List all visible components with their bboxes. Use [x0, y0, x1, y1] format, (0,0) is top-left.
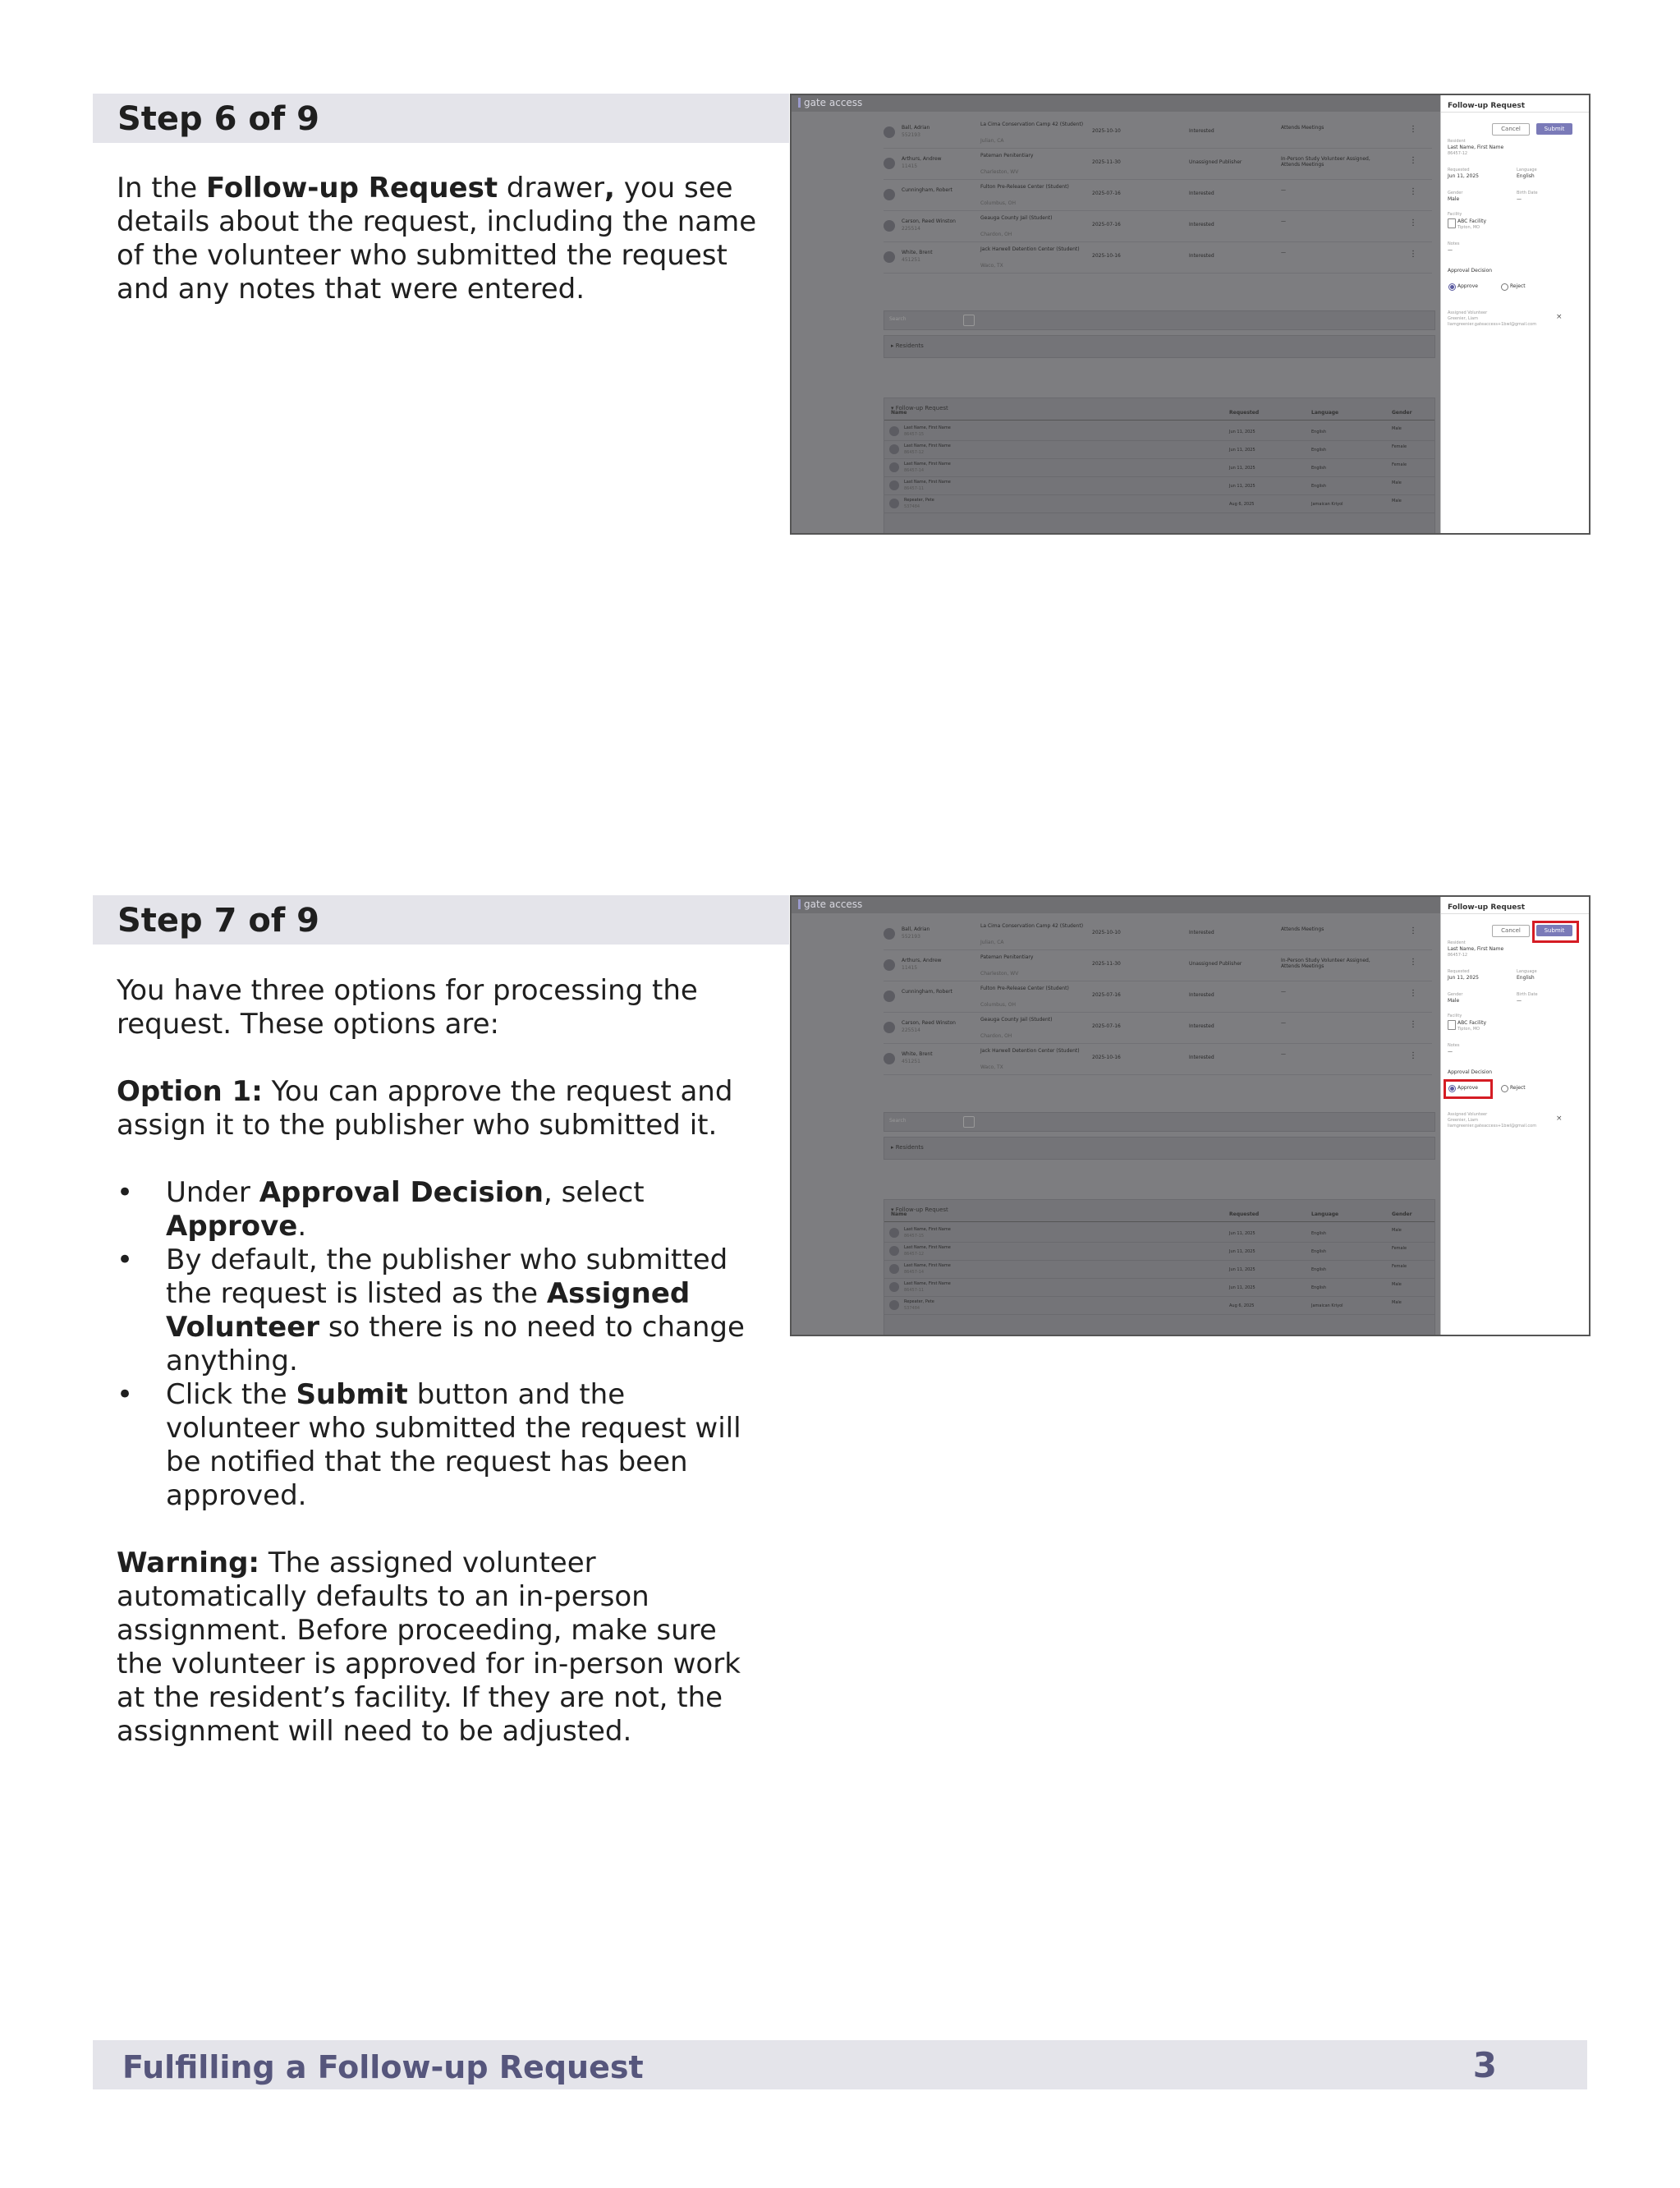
facility-city: Tipton, MO — [1457, 225, 1480, 230]
text: , — [604, 172, 615, 205]
gender: Female — [1392, 1246, 1407, 1251]
resident-name: Carson, Reed Winston — [902, 1020, 956, 1026]
clear-icon[interactable]: × — [1556, 313, 1563, 321]
resident-id: 537484 — [904, 504, 920, 509]
resident-name: Repeater, Pete — [904, 1299, 934, 1304]
language-label: Language — [1517, 168, 1537, 172]
notes-value: — — [1448, 247, 1453, 253]
activity: — — [1281, 187, 1286, 193]
app-header — [792, 95, 1440, 112]
table-row[interactable] — [884, 1243, 1434, 1261]
text: In the — [117, 172, 206, 205]
step-7-title: Step 7 of 9 — [117, 902, 320, 940]
submit-highlight — [1532, 921, 1579, 943]
requested-date: Jun 11, 2025 — [1229, 484, 1255, 489]
column-header: Requested — [1229, 1211, 1260, 1217]
footer-title: Fulfilling a Follow-up Request — [122, 2049, 644, 2085]
facility-city: Julian, CA — [980, 138, 1004, 144]
followup-label: Follow-up Request — [895, 1207, 948, 1213]
assigned-volunteer-email: liamgreenier.gateaccess+1bwl@gmail.com — [1448, 1124, 1537, 1128]
facility-name: Fulton Pre-Release Center (Student) — [980, 986, 1069, 991]
resident-id: 552193 — [902, 934, 920, 940]
avatar-icon — [889, 1246, 899, 1256]
facility-city: Charleston, WV — [980, 169, 1019, 175]
facility-city: Chardon, OH — [980, 232, 1012, 237]
more-icon[interactable]: ⋮ — [1409, 187, 1417, 196]
column-header: Gender — [1392, 410, 1412, 416]
facility-city: Waco, TX — [980, 1064, 1003, 1070]
drawer-title: Follow-up Request — [1448, 903, 1525, 912]
search-icon[interactable] — [963, 315, 975, 326]
reject-radio[interactable] — [1501, 283, 1508, 291]
resident-id: 86457-11 — [904, 486, 925, 491]
more-icon[interactable]: ⋮ — [1409, 958, 1417, 967]
search-bar — [884, 1112, 1435, 1132]
more-icon[interactable]: ⋮ — [1409, 1020, 1417, 1029]
activity: — — [1281, 1020, 1286, 1026]
language: English — [1311, 448, 1327, 453]
approve-highlight — [1444, 1079, 1493, 1099]
resident-id: 86457-12 — [904, 450, 925, 455]
gate-access-logo: gate access — [798, 899, 862, 910]
drawer-name: Follow-up Request — [206, 172, 498, 205]
resident-name: Carson, Reed Winston — [902, 218, 956, 224]
facility-name: Geauga County Jail (Student) — [980, 1017, 1053, 1023]
resident-name: Last Name, First Name — [904, 425, 951, 430]
resident-id: 86457-14 — [904, 1270, 925, 1275]
avatar-icon — [889, 1282, 899, 1292]
resident-name: Last Name, First Name — [904, 462, 951, 467]
resident-id: 86457-15 — [904, 1234, 925, 1239]
activity: In-Person Study Volunteer Assigned, Attends Meetings — [1281, 958, 1370, 969]
page-footer — [93, 2040, 1587, 2089]
activity: — — [1281, 1051, 1286, 1057]
request-status: Interested — [1189, 253, 1214, 259]
gender: Male — [1392, 499, 1402, 503]
resident-name: Arthurs, Andrew — [902, 958, 942, 963]
avatar-icon — [889, 462, 899, 472]
request-status: Unassigned Publisher — [1189, 159, 1242, 165]
resident-id: 86457-12 — [1448, 151, 1468, 156]
facility-name: Fulton Pre-Release Center (Student) — [980, 184, 1069, 190]
approve-label: Approve — [1457, 283, 1478, 289]
residents-label: Residents — [895, 342, 924, 349]
avatar-icon — [884, 251, 895, 263]
assigned-volunteer-label: Assigned Volunteer — [1448, 310, 1488, 315]
followup-drawer — [1440, 897, 1590, 1335]
table-row[interactable] — [884, 118, 1432, 149]
avatar-icon — [889, 499, 899, 508]
list-item: • Under Approval Decision, select Approve. — [117, 1176, 757, 1243]
avatar-icon — [884, 928, 895, 940]
column-header: Language — [1311, 1211, 1339, 1217]
gender: Female — [1392, 462, 1407, 467]
table-row[interactable] — [884, 495, 1434, 513]
table-row[interactable] — [884, 181, 1432, 211]
app-background — [792, 95, 1440, 533]
resident-name: Last Name, First Name — [904, 480, 951, 485]
step-6-description — [117, 172, 757, 306]
resident-name: White, Brent — [902, 1051, 933, 1057]
requested-date: Jun 11, 2025 — [1229, 448, 1255, 453]
assigned-volunteer-label: Assigned Volunteer — [1448, 1112, 1488, 1117]
resident-name: Ball, Adrian — [902, 125, 930, 131]
birth-date-value: — — [1517, 998, 1522, 1004]
option-1-text: You can approve the request and assign it to the publisher who submitted it. — [117, 1075, 733, 1142]
resident-name: Cunningham, Robert — [902, 187, 952, 193]
request-status: Interested — [1189, 222, 1214, 228]
resident-id: 552193 — [902, 132, 920, 138]
search-icon[interactable] — [963, 1116, 975, 1128]
resident-id: 86457-11 — [904, 1288, 925, 1293]
requested-date: Jun 11, 2025 — [1229, 1267, 1255, 1272]
birth-date-value: — — [1517, 196, 1522, 202]
resident-id: 225514 — [902, 1027, 920, 1033]
facility-city: Columbus, OH — [980, 1002, 1016, 1008]
facility-name: Jack Harwell Detention Center (Student) — [980, 1048, 1080, 1054]
cancel-button[interactable]: Cancel — [1492, 925, 1530, 937]
warning-text: The assigned volunteer automatically defaults to an in-person assignment. Before proceeding, make sure the volunteer is approved for in-person work at the resident’s facility. If they are not, the assignment will need to be adjusted. — [117, 1547, 741, 1748]
request-status: Interested — [1189, 930, 1214, 935]
birth-date-label: Birth Date — [1517, 992, 1538, 997]
activity: Attends Meetings — [1281, 926, 1324, 932]
table-row[interactable] — [884, 1225, 1434, 1243]
resident-value: Last Name, First Name — [1448, 946, 1504, 952]
avatar-icon — [884, 126, 895, 138]
residents-section[interactable]: ▸ Residents — [884, 335, 1435, 358]
app-header — [792, 897, 1440, 913]
activity: — — [1281, 250, 1286, 255]
table-row[interactable] — [884, 243, 1432, 274]
avatar-icon — [889, 1264, 899, 1274]
text: drawer — [498, 172, 605, 205]
request-date: 2025-07-16 — [1092, 222, 1121, 228]
gender: Male — [1392, 1282, 1402, 1287]
gender: Female — [1392, 444, 1407, 449]
request-date: 2025-07-16 — [1092, 992, 1121, 998]
requested-date: Jun 11, 2025 — [1229, 1231, 1255, 1236]
table-row[interactable] — [884, 1261, 1434, 1279]
gender-label: Gender — [1448, 191, 1463, 195]
resident-label: Resident — [1448, 139, 1466, 144]
resident-name: Repeater, Pete — [904, 498, 934, 503]
column-header: Requested — [1229, 410, 1260, 416]
language: Jamaican Kriyol — [1311, 502, 1343, 507]
resident-name: Arthurs, Andrew — [902, 156, 942, 162]
more-icon[interactable]: ⋮ — [1409, 250, 1417, 259]
avatar-icon — [884, 189, 895, 200]
column-header: Name — [891, 1211, 907, 1217]
language: English — [1311, 1231, 1327, 1236]
language: English — [1311, 466, 1327, 471]
gender: Male — [1392, 426, 1402, 431]
reject-radio[interactable] — [1501, 1085, 1508, 1092]
table-row[interactable] — [884, 149, 1432, 180]
language: English — [1311, 1267, 1327, 1272]
facility-name: La Cima Conservation Camp 42 (Student) — [980, 122, 1084, 127]
request-status: Interested — [1189, 1023, 1214, 1029]
submit-button[interactable]: Submit — [1536, 123, 1572, 135]
request-date: 2025-10-10 — [1092, 128, 1121, 134]
facility-name: La Cima Conservation Camp 42 (Student) — [980, 923, 1084, 929]
assigned-volunteer-email: liamgreenier.gateaccess+1bwl@gmail.com — [1448, 322, 1537, 327]
step-7-description — [117, 974, 757, 1749]
resident-id: 86457-12 — [904, 1252, 925, 1257]
residents-label: Residents — [895, 1144, 924, 1151]
step-6-title: Step 6 of 9 — [117, 100, 320, 138]
request-status: Interested — [1189, 1055, 1214, 1060]
resident-name: Last Name, First Name — [904, 1227, 951, 1232]
requested-date: Jun 11, 2025 — [1229, 1249, 1255, 1254]
resident-name: Last Name, First Name — [904, 1263, 951, 1268]
assigned-volunteer-value: Greenier, Liam — [1448, 1118, 1478, 1123]
list-item: • By default, the publisher who submitted the request is listed as the Assigned Volunteer so there is no need to change anything. — [117, 1243, 757, 1378]
followup-section: ▾ Follow-up Request Name Requested Language Gender Last Name, First Name 86457-15 Jun 11, 2025 English Male Last Name, First Name 86457-12 Jun 11, 2025 English Female Last Name, First Name 86457-14 Jun 11, 2025 English Female Last Name, First Name 86457-11 Jun 11, 2025 English Male Repeater, Pete 537484 Aug 6, 2025 Jamaican Kriyol Male — [884, 398, 1435, 535]
search-input[interactable]: Search — [889, 1118, 907, 1124]
notes-label: Notes — [1448, 241, 1460, 246]
facility-name: Geauga County Jail (Student) — [980, 215, 1053, 221]
request-status: Interested — [1189, 191, 1214, 196]
resident-name: Last Name, First Name — [904, 1281, 951, 1286]
facility-city: Tipton, MO — [1457, 1027, 1480, 1032]
language: English — [1311, 1249, 1327, 1254]
followup-label: Follow-up Request — [895, 405, 948, 411]
gate-access-logo: gate access — [798, 97, 862, 108]
avatar-icon — [884, 1022, 895, 1033]
table-row[interactable] — [884, 212, 1432, 242]
table-row[interactable] — [884, 1279, 1434, 1297]
avatar-icon — [884, 991, 895, 1002]
app-background — [792, 897, 1440, 1335]
table-row[interactable] — [884, 441, 1434, 459]
request-status: Interested — [1189, 128, 1214, 134]
avatar-icon — [889, 1228, 899, 1238]
list-item: • Click the Submit button and the volunteer who submitted the request will be notified that the request has been approved. — [117, 1378, 757, 1513]
requested-date: Aug 6, 2025 — [1229, 1303, 1255, 1308]
table-row[interactable] — [884, 1297, 1434, 1315]
followup-drawer — [1440, 95, 1590, 533]
gender-value: Male — [1448, 998, 1460, 1004]
language: English — [1311, 484, 1327, 489]
table-row[interactable] — [884, 423, 1434, 441]
language: Jamaican Kriyol — [1311, 1303, 1343, 1308]
avatar-icon — [889, 426, 899, 436]
avatar-icon — [889, 1300, 899, 1310]
request-date: 2025-11-30 — [1092, 961, 1121, 967]
table-row[interactable] — [884, 459, 1434, 477]
resident-name: Cunningham, Robert — [902, 989, 952, 995]
avatar-icon — [884, 220, 895, 232]
facility-city: Charleston, WV — [980, 971, 1019, 977]
notes-label: Notes — [1448, 1043, 1460, 1048]
gender: Male — [1392, 1228, 1402, 1233]
facility-value: ABC Facility — [1457, 1020, 1486, 1026]
activity: Attends Meetings — [1281, 125, 1324, 131]
requested-value: Jun 11, 2025 — [1448, 173, 1480, 179]
resident-id: 86457-14 — [904, 468, 925, 473]
more-icon[interactable]: ⋮ — [1409, 218, 1417, 228]
requested-label: Requested — [1448, 168, 1470, 172]
radio-dot — [1450, 285, 1454, 289]
facility-value: ABC Facility — [1457, 218, 1486, 224]
avatar-icon — [884, 959, 895, 971]
more-icon[interactable]: ⋮ — [1409, 125, 1417, 134]
reject-label: Reject — [1510, 283, 1526, 289]
more-icon[interactable]: ⋮ — [1409, 926, 1417, 935]
approve-label: Approve — [1457, 1085, 1478, 1091]
requested-date: Jun 11, 2025 — [1229, 466, 1255, 471]
step-7-intro: You have three options for processing the request. These options are: — [117, 974, 698, 1041]
facility-city: Waco, TX — [980, 263, 1003, 269]
facility-label: Facility — [1448, 1014, 1462, 1018]
more-icon[interactable]: ⋮ — [1409, 156, 1417, 165]
gender: Female — [1392, 1264, 1407, 1269]
clear-icon[interactable]: × — [1556, 1115, 1563, 1123]
request-date: 2025-10-10 — [1092, 930, 1121, 935]
option-1-label: Option 1: — [117, 1075, 263, 1108]
request-date: 2025-07-16 — [1092, 1023, 1121, 1029]
requested-label: Requested — [1448, 969, 1470, 974]
facility-name: Jack Harwell Detention Center (Student) — [980, 246, 1080, 252]
request-date: 2025-07-16 — [1092, 191, 1121, 196]
approval-decision-label: Approval Decision — [1448, 1069, 1493, 1075]
facility-name: Pateman Penitentiary — [980, 153, 1034, 159]
step-6-header — [93, 94, 789, 143]
resident-id: 451251 — [902, 257, 920, 263]
table-row[interactable] — [884, 982, 1432, 1013]
birth-date-label: Birth Date — [1517, 191, 1538, 195]
approve-radio[interactable] — [1448, 283, 1456, 291]
followup-section: ▾ Follow-up Request Name Requested Language Gender Last Name, First Name 86457-15 Jun 11, 2025 English Male Last Name, First Name 86457-12 Jun 11, 2025 English Female Last Name, First Name 86457-14 Jun 11, 2025 English Female Last Name, First Name 86457-11 Jun 11, 2025 English Male Repeater, Pete 537484 Aug 6, 2025 Jamaican Kriyol Male — [884, 1199, 1435, 1336]
column-header: Gender — [1392, 1211, 1412, 1217]
table-row[interactable] — [884, 1014, 1432, 1044]
facility-city: Julian, CA — [980, 940, 1004, 945]
requested-date: Aug 6, 2025 — [1229, 502, 1255, 507]
resident-id: 86457-12 — [1448, 953, 1468, 958]
approval-decision-label: Approval Decision — [1448, 268, 1493, 274]
resident-name: Last Name, First Name — [904, 1245, 951, 1250]
cancel-button[interactable]: Cancel — [1492, 123, 1530, 136]
request-date: 2025-10-16 — [1092, 253, 1121, 259]
notes-value: — — [1448, 1049, 1453, 1055]
facility-name: Pateman Penitentiary — [980, 954, 1034, 960]
avatar-icon — [889, 480, 899, 490]
more-icon[interactable]: ⋮ — [1409, 1051, 1417, 1060]
avatar-icon — [884, 158, 895, 169]
facility-city: Columbus, OH — [980, 200, 1016, 206]
resident-label: Resident — [1448, 940, 1466, 945]
residents-section[interactable]: ▸ Residents — [884, 1137, 1435, 1160]
requested-date: Jun 11, 2025 — [1229, 430, 1255, 434]
assigned-volunteer-value: Greenier, Liam — [1448, 316, 1478, 321]
resident-id: 86457-15 — [904, 432, 925, 437]
search-input[interactable]: Search — [889, 316, 907, 322]
drawer-title: Follow-up Request — [1448, 102, 1525, 110]
screenshot-step-6 — [790, 94, 1590, 535]
language-value: English — [1517, 173, 1535, 179]
request-status: Interested — [1189, 992, 1214, 998]
building-icon — [1448, 218, 1456, 228]
gender-value: Male — [1448, 196, 1460, 202]
resident-name: White, Brent — [902, 250, 933, 255]
column-header: Language — [1311, 410, 1339, 416]
gender: Male — [1392, 1300, 1402, 1305]
table-row[interactable] — [884, 477, 1434, 495]
table-row[interactable] — [884, 1045, 1432, 1075]
table-row[interactable] — [884, 951, 1432, 981]
table-row[interactable] — [884, 920, 1432, 950]
requested-date: Jun 11, 2025 — [1229, 1285, 1255, 1290]
gender: Male — [1392, 480, 1402, 485]
page-number: 3 — [1472, 2045, 1497, 2085]
resident-name: Ball, Adrian — [902, 926, 930, 932]
gender-label: Gender — [1448, 992, 1463, 997]
column-header: Name — [891, 410, 907, 416]
warning-label: Warning: — [117, 1547, 260, 1579]
request-date: 2025-10-16 — [1092, 1055, 1121, 1060]
activity: In-Person Study Volunteer Assigned, Attends Meetings — [1281, 156, 1370, 168]
activity: — — [1281, 218, 1286, 224]
requested-value: Jun 11, 2025 — [1448, 975, 1480, 981]
building-icon — [1448, 1020, 1456, 1030]
option-1-steps — [117, 1176, 757, 1513]
resident-value: Last Name, First Name — [1448, 145, 1504, 150]
request-date: 2025-11-30 — [1092, 159, 1121, 165]
avatar-icon — [884, 1053, 895, 1064]
resident-id: 11415 — [902, 965, 918, 971]
language: English — [1311, 1285, 1327, 1290]
submit-button[interactable]: Submit — [1536, 925, 1572, 936]
language: English — [1311, 430, 1327, 434]
request-status: Unassigned Publisher — [1189, 961, 1242, 967]
avatar-icon — [889, 444, 899, 454]
more-icon[interactable]: ⋮ — [1409, 989, 1417, 998]
resident-id: 225514 — [902, 226, 920, 232]
step-7-header — [93, 895, 789, 945]
facility-city: Chardon, OH — [980, 1033, 1012, 1039]
resident-name: Last Name, First Name — [904, 444, 951, 448]
language-value: English — [1517, 975, 1535, 981]
reject-label: Reject — [1510, 1085, 1526, 1091]
screenshot-step-7 — [790, 895, 1590, 1336]
text: you see details about the request, including the name of the volunteer who submitted the request and any notes that were entered. — [117, 172, 757, 306]
resident-id: 537484 — [904, 1306, 920, 1311]
search-bar — [884, 310, 1435, 330]
activity: — — [1281, 989, 1286, 995]
facility-label: Facility — [1448, 212, 1462, 217]
language-label: Language — [1517, 969, 1537, 974]
resident-id: 451251 — [902, 1059, 920, 1064]
resident-id: 11415 — [902, 163, 918, 169]
